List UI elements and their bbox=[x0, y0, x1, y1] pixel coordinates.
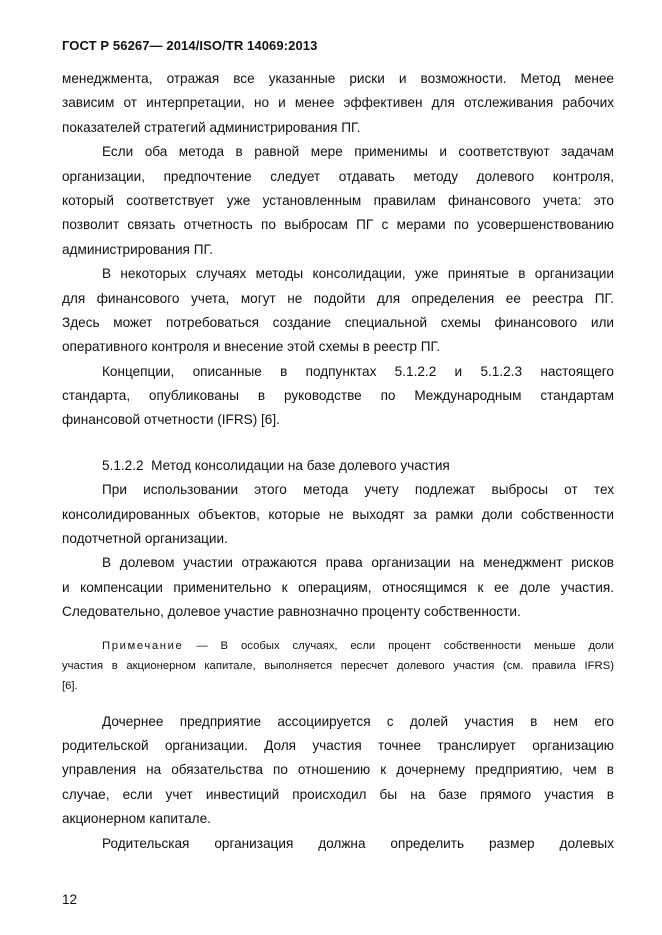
text-line: и компенсации применительно к операциям, относящимся к ее доле участия. bbox=[62, 579, 614, 595]
paragraph bbox=[62, 832, 614, 856]
paragraph bbox=[62, 67, 614, 140]
note bbox=[62, 636, 614, 696]
text-line: управления на обязательства по отношению к дочернему предприятию, чем в bbox=[62, 762, 614, 778]
spacer bbox=[62, 625, 614, 636]
paragraph bbox=[62, 710, 614, 832]
text-line: финансовой отчетности (IFRS) [6]. bbox=[62, 412, 280, 428]
text-line: При использовании этого метода учету подлежат выбросы от тех bbox=[102, 482, 614, 498]
spacer bbox=[62, 696, 614, 710]
text-line: акционерном капитале. bbox=[62, 811, 211, 827]
text-line: Следовательно, долевое участие равнозначно проценту собственности. bbox=[62, 604, 521, 620]
text-line: организации, предпочтение следует отдавать методу долевого контроля, bbox=[62, 168, 614, 184]
text-line: Здесь может потребоваться создание специальной схемы финансового или bbox=[62, 314, 614, 330]
text-line: для финансового учета, могут не подойти для определения ее реестра ПГ. bbox=[62, 290, 614, 306]
note-text: В особых случаях, если процент собственности меньше доли bbox=[220, 639, 614, 652]
spacer bbox=[62, 433, 614, 454]
text-line: стандарта, опубликованы в руководстве по Международным стандартам bbox=[62, 388, 614, 404]
note-line bbox=[62, 636, 614, 656]
note-line: участия в акционерном капитале, выполняется пересчет долевого участия (см. правила IFRS) bbox=[62, 659, 614, 672]
text-line: Концепции, описанные в подпунктах 5.1.2.2 и 5.1.2.3 настоящего bbox=[102, 363, 614, 379]
text-line: Родительская организация должна определить размер долевых bbox=[102, 835, 614, 851]
text-line: В некоторых случаях методы консолидации, уже принятые в организации bbox=[102, 266, 614, 282]
page-number: 12 bbox=[62, 892, 78, 907]
text-line: показателей стратегий администрирования ПГ. bbox=[62, 119, 361, 135]
paragraph bbox=[62, 551, 614, 624]
section-heading: 5.1.2.2 Метод консолидации на базе долевого участия bbox=[102, 457, 450, 473]
text-line: Если оба метода в равной мере применимы и соответствуют задачам bbox=[102, 144, 614, 160]
text-line: администрирования ПГ. bbox=[62, 241, 213, 257]
note-dash: — bbox=[183, 639, 221, 652]
text-line: родительской организации. Доля участия точнее транслирует организацию bbox=[62, 737, 614, 753]
note-label: Примечание bbox=[102, 639, 184, 652]
paragraph bbox=[62, 360, 614, 433]
text-line: подотчетной организации. bbox=[62, 531, 228, 547]
text-line: позволит связать отчетность по выбросам ПГ с мерами по усовершенствованию bbox=[62, 217, 614, 233]
text-line: консолидированных объектов, которые не выходят за рамки доли собственности bbox=[62, 506, 614, 522]
text-line: оперативного контроля и внесение этой схемы в реестр ПГ. bbox=[62, 339, 440, 355]
paragraph bbox=[62, 262, 614, 360]
text-line: В долевом участии отражаются права организации на менеджмент рисков bbox=[102, 555, 614, 571]
paragraph bbox=[62, 478, 614, 551]
text-line: случае, если учет инвестиций происходил бы на базе прямого участия в bbox=[62, 786, 614, 802]
text-line: Дочернее предприятие ассоциируется с долей участия в нем его bbox=[102, 713, 614, 729]
document-header: ГОСТ Р 56267— 2014/ISO/TR 14069:2013 bbox=[62, 38, 318, 53]
page-body bbox=[62, 67, 614, 856]
paragraph bbox=[62, 140, 614, 262]
text-line: зависим от интерпретации, но и менее эффективен для отслеживания рабочих bbox=[62, 95, 614, 111]
note-line: [6]. bbox=[62, 679, 78, 692]
text-line: который соответствует уже установленным правилам финансового учета: это bbox=[62, 192, 614, 208]
text-line: менеджмента, отражая все указанные риски и возможности. Метод менее bbox=[62, 71, 614, 86]
